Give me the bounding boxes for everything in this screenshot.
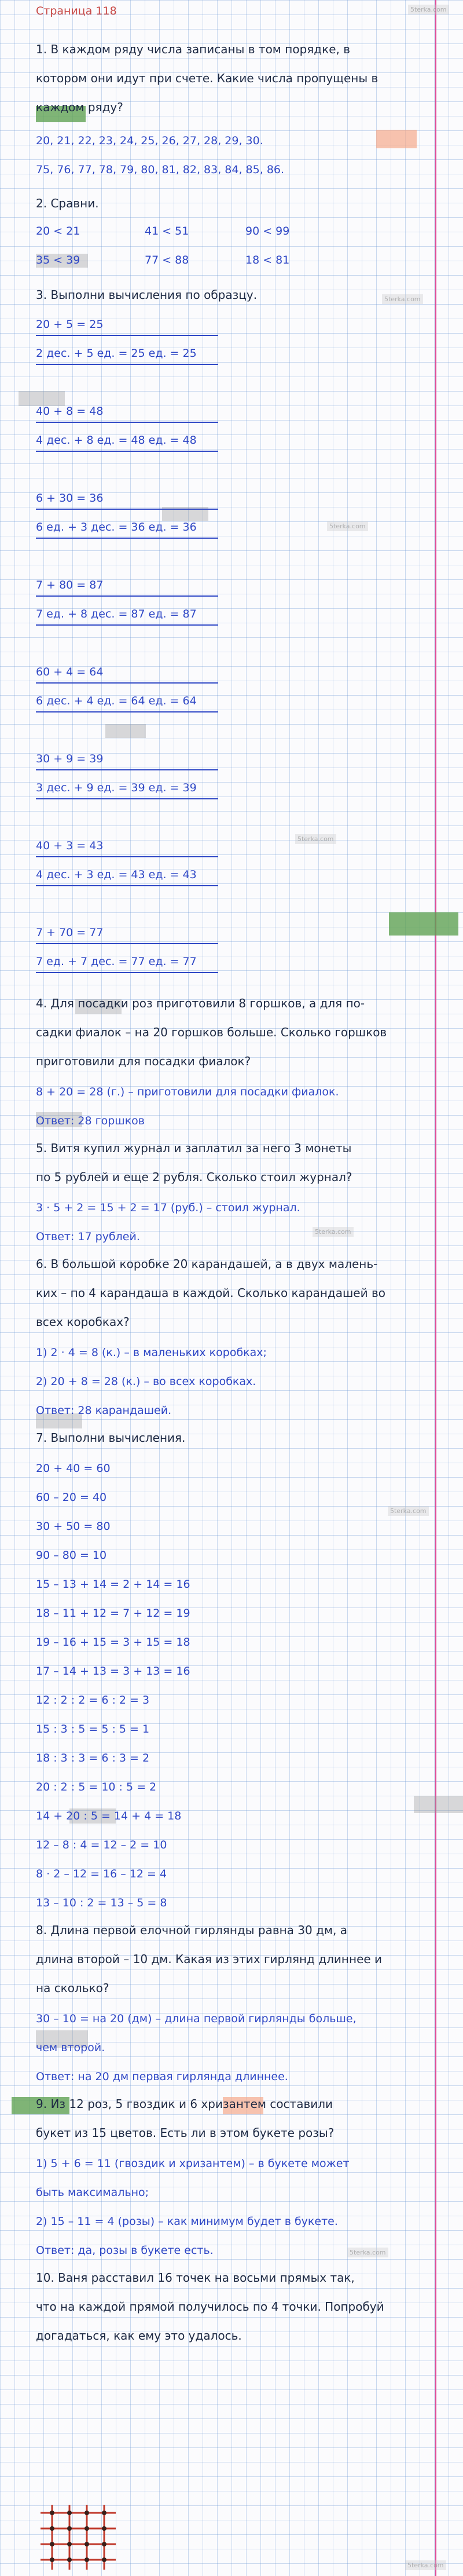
drawing-dot bbox=[50, 2542, 54, 2546]
task9-step: 1) 5 + 6 = 11 (гвоздик и хризантем) – в букете может bbox=[36, 2157, 350, 2170]
task3-detail: 6 ед. + 3 дес. = 36 ед. = 36 bbox=[36, 521, 197, 534]
compare-item: 18 < 81 bbox=[245, 254, 290, 266]
answer-underline bbox=[36, 711, 218, 712]
watermark: 5terka.com bbox=[313, 1227, 354, 1237]
task6-text: всех коробках? bbox=[36, 1315, 130, 1329]
watermark: 5terka.com bbox=[327, 521, 368, 531]
task3-detail: 7 ед. + 7 дес. = 77 ед. = 77 bbox=[36, 955, 197, 968]
task9-step: 2) 15 – 11 = 4 (розы) – как минимум будет в букете. bbox=[36, 2215, 338, 2228]
answer-underline bbox=[36, 509, 218, 510]
task9-text: букет из 15 цветов. Есть ли в этом букете розы? bbox=[36, 2126, 335, 2140]
task7-item: 18 : 3 : 3 = 6 : 3 = 2 bbox=[36, 1752, 150, 1764]
page-title: Страница 118 bbox=[36, 5, 117, 17]
task7-item: 18 – 11 + 12 = 7 + 12 = 19 bbox=[36, 1607, 190, 1620]
drawing-dot bbox=[102, 2526, 106, 2531]
task4-solution: 8 + 20 = 28 (г.) – приготовили для посадки фиалок. bbox=[36, 1086, 339, 1098]
task3-equation: 7 + 70 = 77 bbox=[36, 926, 104, 939]
task3-title: 3. Выполни вычисления по образцу. bbox=[36, 288, 258, 302]
drawing-dot bbox=[67, 2542, 72, 2546]
task10-text: догадаться, как ему это удалось. bbox=[36, 2329, 242, 2343]
drawing-dot bbox=[102, 2511, 106, 2515]
drawing-dot bbox=[67, 2526, 72, 2531]
task2-title: 2. Сравни. bbox=[36, 196, 99, 210]
task3-detail: 7 ед. + 8 дес. = 87 ед. = 87 bbox=[36, 608, 197, 620]
answer-underline bbox=[36, 798, 218, 799]
task7-item: 8 · 2 – 12 = 16 – 12 = 4 bbox=[36, 1868, 167, 1880]
task6-step: 1) 2 · 4 = 8 (к.) – в маленьких коробках; bbox=[36, 1346, 267, 1359]
task3-equation: 60 + 4 = 64 bbox=[36, 666, 104, 678]
task7-item: 14 + 20 : 5 = 14 + 4 = 18 bbox=[36, 1810, 182, 1822]
compare-item: 20 < 21 bbox=[36, 225, 80, 237]
drawing-dot bbox=[84, 2557, 89, 2562]
task8-text: 8. Длина первой елочной гирлянды равна 30 дм, а bbox=[36, 1923, 347, 1937]
task3-equation: 40 + 8 = 48 bbox=[36, 405, 104, 418]
task3-detail: 3 дес. + 9 ед. = 39 ед. = 39 bbox=[36, 781, 197, 794]
answer-underline bbox=[36, 451, 218, 452]
compare-item: 41 < 51 bbox=[145, 225, 189, 237]
drawing-dot bbox=[67, 2557, 72, 2562]
task7-item: 90 – 80 = 10 bbox=[36, 1549, 107, 1562]
watermark: 5terka.com bbox=[295, 834, 336, 844]
drawing-dot bbox=[50, 2526, 54, 2531]
task6-text: 6. В большой коробке 20 карандашей, а в двух малень- bbox=[36, 1257, 378, 1271]
answer-underline bbox=[36, 335, 218, 336]
watermark: 5terka.com bbox=[405, 2560, 446, 2570]
task1-row1: 20, 21, 22, 23, 24, 25, 26, 27, 28, 29, 30. bbox=[36, 134, 263, 147]
drawing-dot bbox=[102, 2542, 106, 2546]
drawing-dot bbox=[84, 2526, 89, 2531]
answer-underline bbox=[36, 624, 218, 626]
answer-underline bbox=[36, 885, 218, 886]
task4-text: 4. Для посадки роз приготовили 8 горшков, а для по- bbox=[36, 996, 365, 1010]
task10-text: 10. Ваня расставил 16 точек на восьми прямых так, bbox=[36, 2271, 355, 2285]
compare-item: 90 < 99 bbox=[245, 225, 290, 237]
task7-item: 60 – 20 = 40 bbox=[36, 1491, 107, 1504]
task3-detail: 6 дес. + 4 ед. = 64 ед. = 64 bbox=[36, 695, 197, 707]
task4-text: приготовили для посадки фиалок? bbox=[36, 1054, 251, 1068]
page-margin-line bbox=[435, 0, 436, 2576]
answer-underline bbox=[36, 856, 218, 857]
task8-solution: чем второй. bbox=[36, 2041, 105, 2054]
task5-answer: Ответ: 17 рублей. bbox=[36, 1230, 140, 1243]
drawing-dot bbox=[50, 2511, 54, 2515]
task7-item: 17 – 14 + 13 = 3 + 13 = 16 bbox=[36, 1665, 190, 1678]
task3-detail: 4 дес. + 8 ед. = 48 ед. = 48 bbox=[36, 434, 197, 447]
task1-text: каждом ряду? bbox=[36, 100, 123, 114]
task7-title: 7. Выполни вычисления. bbox=[36, 1431, 186, 1445]
compare-item: 35 < 39 bbox=[36, 254, 80, 266]
dots-lines-drawing bbox=[35, 2502, 122, 2572]
task9-answer: Ответ: да, розы в букете есть. bbox=[36, 2244, 214, 2257]
task5-text: 5. Витя купил журнал и заплатил за него 3 монеты bbox=[36, 1141, 352, 1155]
task1-row2: 75, 76, 77, 78, 79, 80, 81, 82, 83, 84, 85, 86. bbox=[36, 163, 285, 176]
drawing-dot bbox=[84, 2511, 89, 2515]
task3-equation: 30 + 9 = 39 bbox=[36, 752, 104, 765]
task5-solution: 3 · 5 + 2 = 15 + 2 = 17 (руб.) – стоил журнал. bbox=[36, 1201, 300, 1214]
task6-text: ких – по 4 карандаша в каждой. Сколько карандашей во bbox=[36, 1286, 385, 1300]
watermark: 5terka.com bbox=[408, 5, 449, 14]
watermark: 5terka.com bbox=[347, 2248, 388, 2257]
watermark: 5terka.com bbox=[388, 1506, 429, 1516]
marker-highlight bbox=[414, 1796, 463, 1813]
task4-answer: Ответ: 28 горшков bbox=[36, 1115, 145, 1127]
task3-equation: 40 + 3 = 43 bbox=[36, 839, 104, 852]
answer-underline bbox=[36, 364, 218, 365]
task9-step: быть максимально; bbox=[36, 2186, 149, 2199]
task7-item: 13 – 10 : 2 = 13 – 5 = 8 bbox=[36, 1897, 167, 1909]
answer-underline bbox=[36, 682, 218, 684]
task3-equation: 6 + 30 = 36 bbox=[36, 492, 104, 505]
task9-text: 9. Из 12 роз, 5 гвоздик и 6 хризантем составили bbox=[36, 2097, 333, 2111]
task1-text: 1. В каждом ряду числа записаны в том порядке, в bbox=[36, 42, 351, 56]
task6-answer: Ответ: 28 карандашей. bbox=[36, 1404, 172, 1417]
task7-item: 15 – 13 + 14 = 2 + 14 = 16 bbox=[36, 1578, 190, 1591]
task3-detail: 4 дес. + 3 ед. = 43 ед. = 43 bbox=[36, 868, 197, 881]
task7-item: 20 : 2 : 5 = 10 : 5 = 2 bbox=[36, 1781, 157, 1793]
answer-underline bbox=[36, 972, 218, 973]
drawing-dot bbox=[84, 2542, 89, 2546]
answer-underline bbox=[36, 943, 218, 944]
task7-item: 12 : 2 : 2 = 6 : 2 = 3 bbox=[36, 1694, 150, 1707]
task3-equation: 7 + 80 = 87 bbox=[36, 579, 104, 591]
task7-item: 19 – 16 + 15 = 3 + 15 = 18 bbox=[36, 1636, 190, 1649]
answer-underline bbox=[36, 595, 218, 597]
marker-highlight bbox=[376, 130, 417, 148]
task3-equation: 20 + 5 = 25 bbox=[36, 318, 104, 331]
task8-answer: Ответ: на 20 дм первая гирлянда длиннее. bbox=[36, 2070, 288, 2083]
task8-text: на сколько? bbox=[36, 1981, 109, 1995]
drawing-dot bbox=[102, 2557, 106, 2562]
task7-item: 15 : 3 : 5 = 5 : 5 = 1 bbox=[36, 1723, 150, 1735]
compare-item: 77 < 88 bbox=[145, 254, 189, 266]
answer-underline bbox=[36, 769, 218, 770]
task10-text: что на каждой прямой получилось по 4 точки. Попробуй bbox=[36, 2300, 384, 2314]
task7-item: 30 + 50 = 80 bbox=[36, 1520, 111, 1533]
watermark: 5terka.com bbox=[382, 294, 423, 304]
task5-text: по 5 рублей и еще 2 рубля. Сколько стоил журнал? bbox=[36, 1170, 352, 1184]
answer-underline bbox=[36, 422, 218, 423]
task4-text: садки фиалок – на 20 горшков больше. Сколько горшков bbox=[36, 1025, 387, 1039]
marker-highlight bbox=[105, 724, 146, 738]
task8-text: длина второй – 10 дм. Какая из этих гирлянд длиннее и bbox=[36, 1952, 383, 1966]
drawing-dot bbox=[50, 2557, 54, 2562]
drawing-dot bbox=[67, 2511, 72, 2515]
task7-item: 20 + 40 = 60 bbox=[36, 1462, 111, 1475]
task1-text: котором они идут при счете. Какие числа пропущены в bbox=[36, 71, 379, 85]
task7-item: 12 – 8 : 4 = 12 – 2 = 10 bbox=[36, 1839, 167, 1851]
task3-detail: 2 дес. + 5 ед. = 25 ед. = 25 bbox=[36, 347, 197, 360]
task6-step: 2) 20 + 8 = 28 (к.) – во всех коробках. bbox=[36, 1375, 256, 1388]
marker-highlight bbox=[389, 912, 458, 936]
task8-solution: 30 – 10 = на 20 (дм) – длина первой гирлянды больше, bbox=[36, 2012, 357, 2025]
answer-underline bbox=[36, 538, 218, 539]
